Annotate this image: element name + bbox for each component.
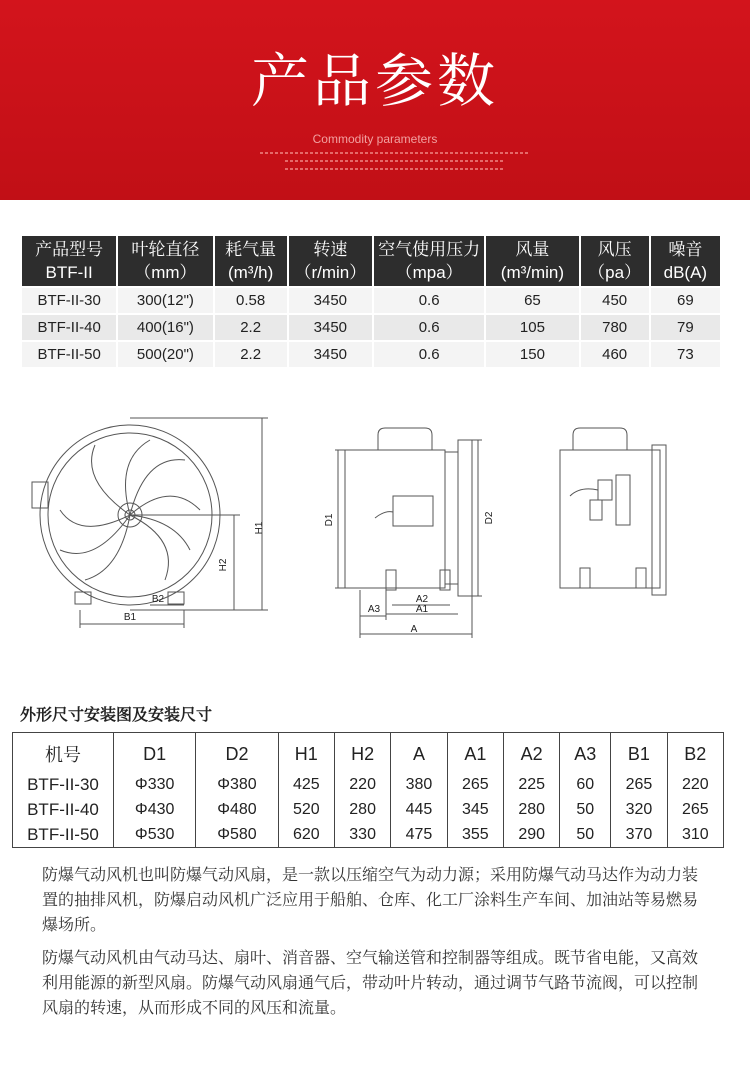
spec-cell: 0.58 <box>215 288 287 313</box>
dims-cell: 290 <box>504 822 560 848</box>
dims-header-cell: A <box>391 733 447 773</box>
dims-row <box>13 772 724 797</box>
decorative-line <box>285 168 505 170</box>
dims-cell: 345 <box>447 797 503 822</box>
dims-cell: BTF-II-50 <box>13 822 114 848</box>
spec-cell: 105 <box>486 315 578 340</box>
dims-cell: 330 <box>334 822 390 848</box>
page-subtitle: Commodity parameters <box>312 132 438 146</box>
spec-cell: 2.2 <box>215 342 287 367</box>
dims-cell: 380 <box>391 772 447 797</box>
dim-label-a2: A2 <box>415 594 429 605</box>
dim-label-h2: H2 <box>218 558 229 572</box>
dims-cell: 265 <box>447 772 503 797</box>
dims-cell: 220 <box>667 772 723 797</box>
spec-header-cell: 噪音 dB(A) <box>651 236 720 286</box>
spec-cell: 500(20") <box>118 342 212 367</box>
decorative-line <box>285 160 505 162</box>
spec-cell: BTF-II-50 <box>22 342 116 367</box>
spec-header-cell: 转速 （r/min） <box>289 236 372 286</box>
spec-cell: 450 <box>581 288 649 313</box>
dims-header-cell: A1 <box>447 733 503 773</box>
dims-header-cell: H2 <box>334 733 390 773</box>
dim-label-a1: A1 <box>415 604 429 615</box>
dims-cell: 225 <box>504 772 560 797</box>
dims-cell: 60 <box>560 772 611 797</box>
spec-header-cell: 产品型号 BTF-II <box>22 236 116 286</box>
dims-cell: 425 <box>278 772 334 797</box>
dims-cell: Φ430 <box>114 797 196 822</box>
dims-cell: 50 <box>560 797 611 822</box>
dims-cell: Φ330 <box>114 772 196 797</box>
dims-header-cell: A2 <box>504 733 560 773</box>
spec-header-cell: 空气使用压力 （mpa） <box>374 236 484 286</box>
dims-cell: 320 <box>611 797 667 822</box>
dims-cell: 620 <box>278 822 334 848</box>
side-view-drawing <box>335 428 482 638</box>
dim-label-a3: A3 <box>367 604 381 615</box>
dims-header-cell: D1 <box>114 733 196 773</box>
dims-cell: 520 <box>278 797 334 822</box>
dim-label-d1: D1 <box>324 513 335 527</box>
dims-row <box>13 797 724 822</box>
spec-cell: 3450 <box>289 342 372 367</box>
dims-cell: Φ480 <box>196 797 278 822</box>
dims-header-cell: H1 <box>278 733 334 773</box>
spec-cell: 73 <box>651 342 720 367</box>
dims-header-cell: B2 <box>667 733 723 773</box>
installation-drawings <box>0 400 750 650</box>
spec-table <box>20 234 722 369</box>
dims-header-cell: 机号 <box>13 733 114 773</box>
dim-label-a: A <box>410 624 418 635</box>
spec-row <box>22 342 720 367</box>
spec-cell: 400(16") <box>118 315 212 340</box>
spec-cell: 0.6 <box>374 315 484 340</box>
dims-cell: Φ380 <box>196 772 278 797</box>
spec-row <box>22 315 720 340</box>
dims-cell: Φ580 <box>196 822 278 848</box>
spec-cell: 300(12") <box>118 288 212 313</box>
dims-cell: 280 <box>334 797 390 822</box>
dims-row <box>13 822 724 848</box>
decorative-line <box>260 152 530 154</box>
dim-label-b2: B2 <box>151 594 165 605</box>
dims-header-cell: D2 <box>196 733 278 773</box>
description-paragraph: 防爆气动风机由气动马达、扇叶、消音器、空气输送管和控制器等组成。既节省电能，又高效利用能源的新型风扇。防爆气动风扇通气后，带动叶片转动，通过调节气路节流阀，可以控制风扇的转速，从而形成不同的风压和流量。 <box>42 948 699 1017</box>
dim-label-h1: H1 <box>254 521 265 535</box>
spec-cell: 0.6 <box>374 342 484 367</box>
dims-table <box>12 732 724 848</box>
front-view-drawing <box>32 418 268 628</box>
dims-cell: 475 <box>391 822 447 848</box>
dims-header-cell: B1 <box>611 733 667 773</box>
spec-cell: 2.2 <box>215 315 287 340</box>
dims-cell: 370 <box>611 822 667 848</box>
header-banner <box>0 0 750 200</box>
dims-cell: 310 <box>667 822 723 848</box>
dims-cell: 265 <box>667 797 723 822</box>
dims-cell: BTF-II-30 <box>13 772 114 797</box>
dims-cell: 220 <box>334 772 390 797</box>
dims-cell: 355 <box>447 822 503 848</box>
spec-header-row <box>22 236 720 286</box>
dims-cell: BTF-II-40 <box>13 797 114 822</box>
dims-header-row <box>13 733 724 773</box>
spec-header-cell: 风量 (m³/min) <box>486 236 578 286</box>
description-paragraph: 防爆气动风机也叫防爆气动风扇，是一款以压缩空气为动力源；采用防爆气动马达作为动力装置的抽排风机，防爆启动风机广泛应用于船舶、仓库、化工厂涂料生产车间、加油站等易燃易爆场所。 <box>42 865 699 934</box>
spec-cell: 69 <box>651 288 720 313</box>
spec-header-cell: 风压 （pa） <box>581 236 649 286</box>
dims-cell: 265 <box>611 772 667 797</box>
spec-cell: 65 <box>486 288 578 313</box>
spec-cell: 460 <box>581 342 649 367</box>
dim-label-d2: D2 <box>484 511 495 525</box>
spec-cell: 0.6 <box>374 288 484 313</box>
dims-cell: 280 <box>504 797 560 822</box>
spec-cell: 150 <box>486 342 578 367</box>
spec-cell: 780 <box>581 315 649 340</box>
spec-cell: 3450 <box>289 288 372 313</box>
dims-cell: 50 <box>560 822 611 848</box>
dims-caption: 外形尺寸安装图及安装尺寸 <box>20 705 213 724</box>
dims-cell: 445 <box>391 797 447 822</box>
dim-label-b1: B1 <box>123 612 137 623</box>
page-title: 产品参数 <box>250 47 499 115</box>
spec-cell: 79 <box>651 315 720 340</box>
dims-cell: Φ530 <box>114 822 196 848</box>
spec-cell: BTF-II-40 <box>22 315 116 340</box>
spec-row <box>22 288 720 313</box>
spec-cell: 3450 <box>289 315 372 340</box>
spec-header-cell: 叶轮直径 （mm） <box>118 236 212 286</box>
spec-header-cell: 耗气量 (m³/h) <box>215 236 287 286</box>
rear-view-drawing <box>560 428 666 595</box>
spec-cell: BTF-II-30 <box>22 288 116 313</box>
dims-header-cell: A3 <box>560 733 611 773</box>
